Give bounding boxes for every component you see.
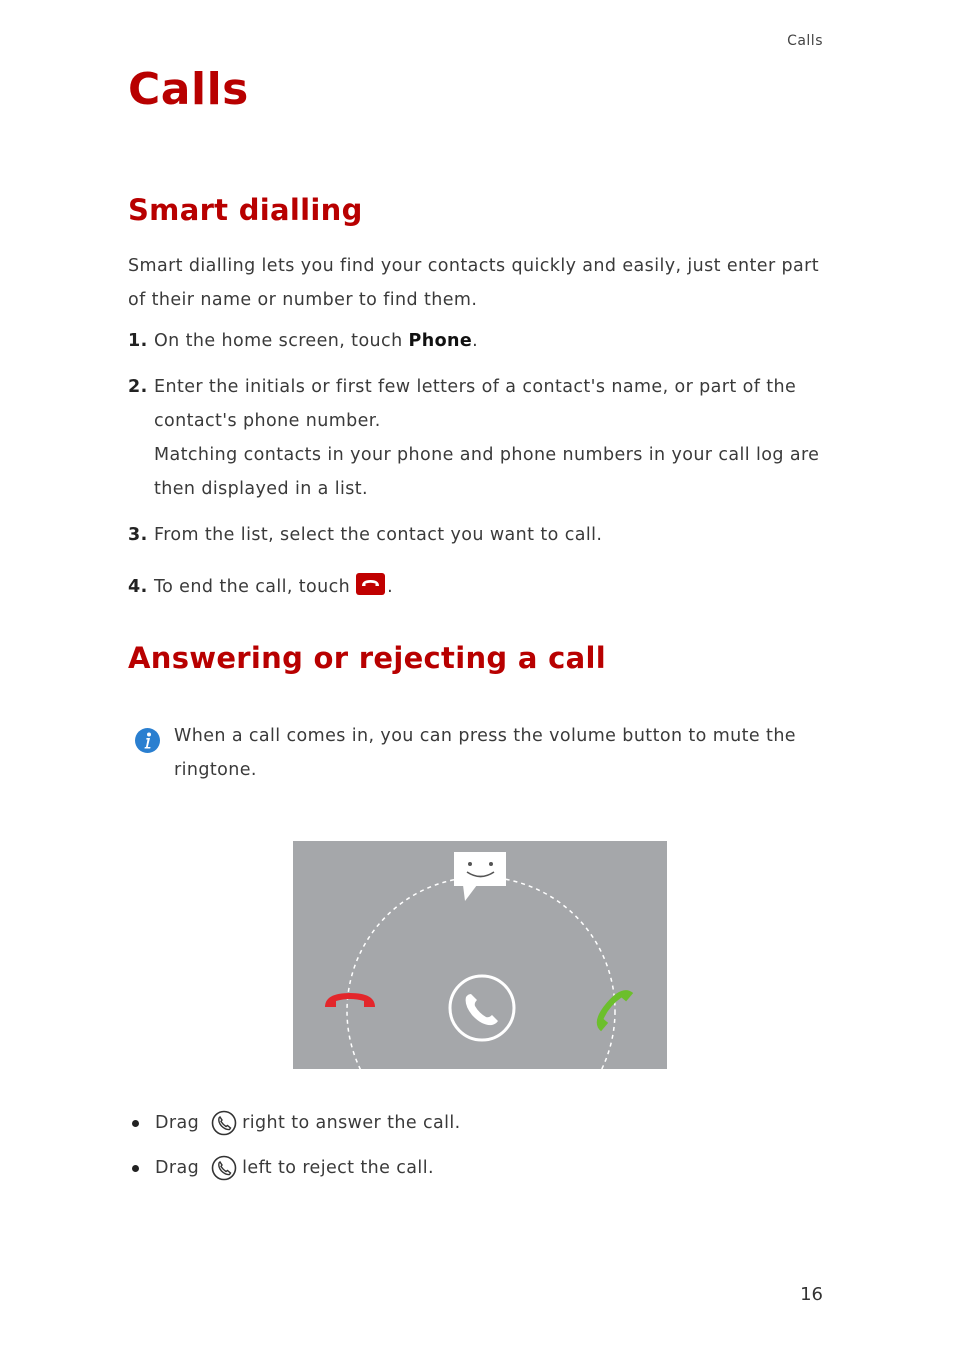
running-header: Calls <box>787 33 823 49</box>
smart-dialling-intro: Smart dialling lets you find your contacts quickly and easily, just enter part of their name or number to find them. <box>128 256 820 310</box>
message-icon <box>454 852 506 901</box>
tip-note: When a call comes in, you can press the volume button to mute the ringtone. <box>174 726 796 780</box>
answer-icon <box>590 984 633 1031</box>
step-number: 3. <box>128 525 148 545</box>
end-call-icon <box>356 573 385 595</box>
info-icon <box>134 727 161 754</box>
step-2 <box>128 370 828 506</box>
section-heading-answering: Answering or rejecting a call <box>128 641 606 675</box>
step-number: 2. <box>128 377 148 397</box>
step-4: 4. To end the call, touch . <box>128 570 828 604</box>
page-number: 16 <box>800 1284 823 1305</box>
step-text-continued: Matching contacts in your phone and phone numbers in your call log are then displayed in a list. <box>154 445 820 499</box>
step-number: 4. <box>128 577 148 597</box>
step-text: From the list, select the contact you want to call. <box>154 525 603 545</box>
step-number: 1. <box>128 331 148 351</box>
page-title: Calls <box>128 64 249 115</box>
bullet-dot <box>132 1120 139 1127</box>
step-text: On the home screen, touch <box>154 331 409 351</box>
center-handset-icon <box>450 976 514 1040</box>
handset-icon <box>211 1110 237 1136</box>
step-text: To end the call, touch <box>154 577 351 597</box>
section-heading-smart-dialling: Smart dialling <box>128 193 363 227</box>
phone-label: Phone <box>408 331 473 351</box>
step-1: 1. On the home screen, touch Phone. <box>128 324 828 358</box>
bullet-answer: Drag right to answer the call. <box>132 1106 461 1140</box>
incoming-call-screen-figure <box>293 841 667 1069</box>
handset-icon <box>211 1155 237 1181</box>
bullet-dot <box>132 1165 139 1172</box>
bullet-reject: Drag left to reject the call. <box>132 1151 434 1185</box>
step-3 <box>128 518 828 552</box>
reject-icon <box>325 993 375 1007</box>
step-text: Enter the initials or first few letters of a contact's name, or part of the contact's phone number. <box>154 377 797 431</box>
